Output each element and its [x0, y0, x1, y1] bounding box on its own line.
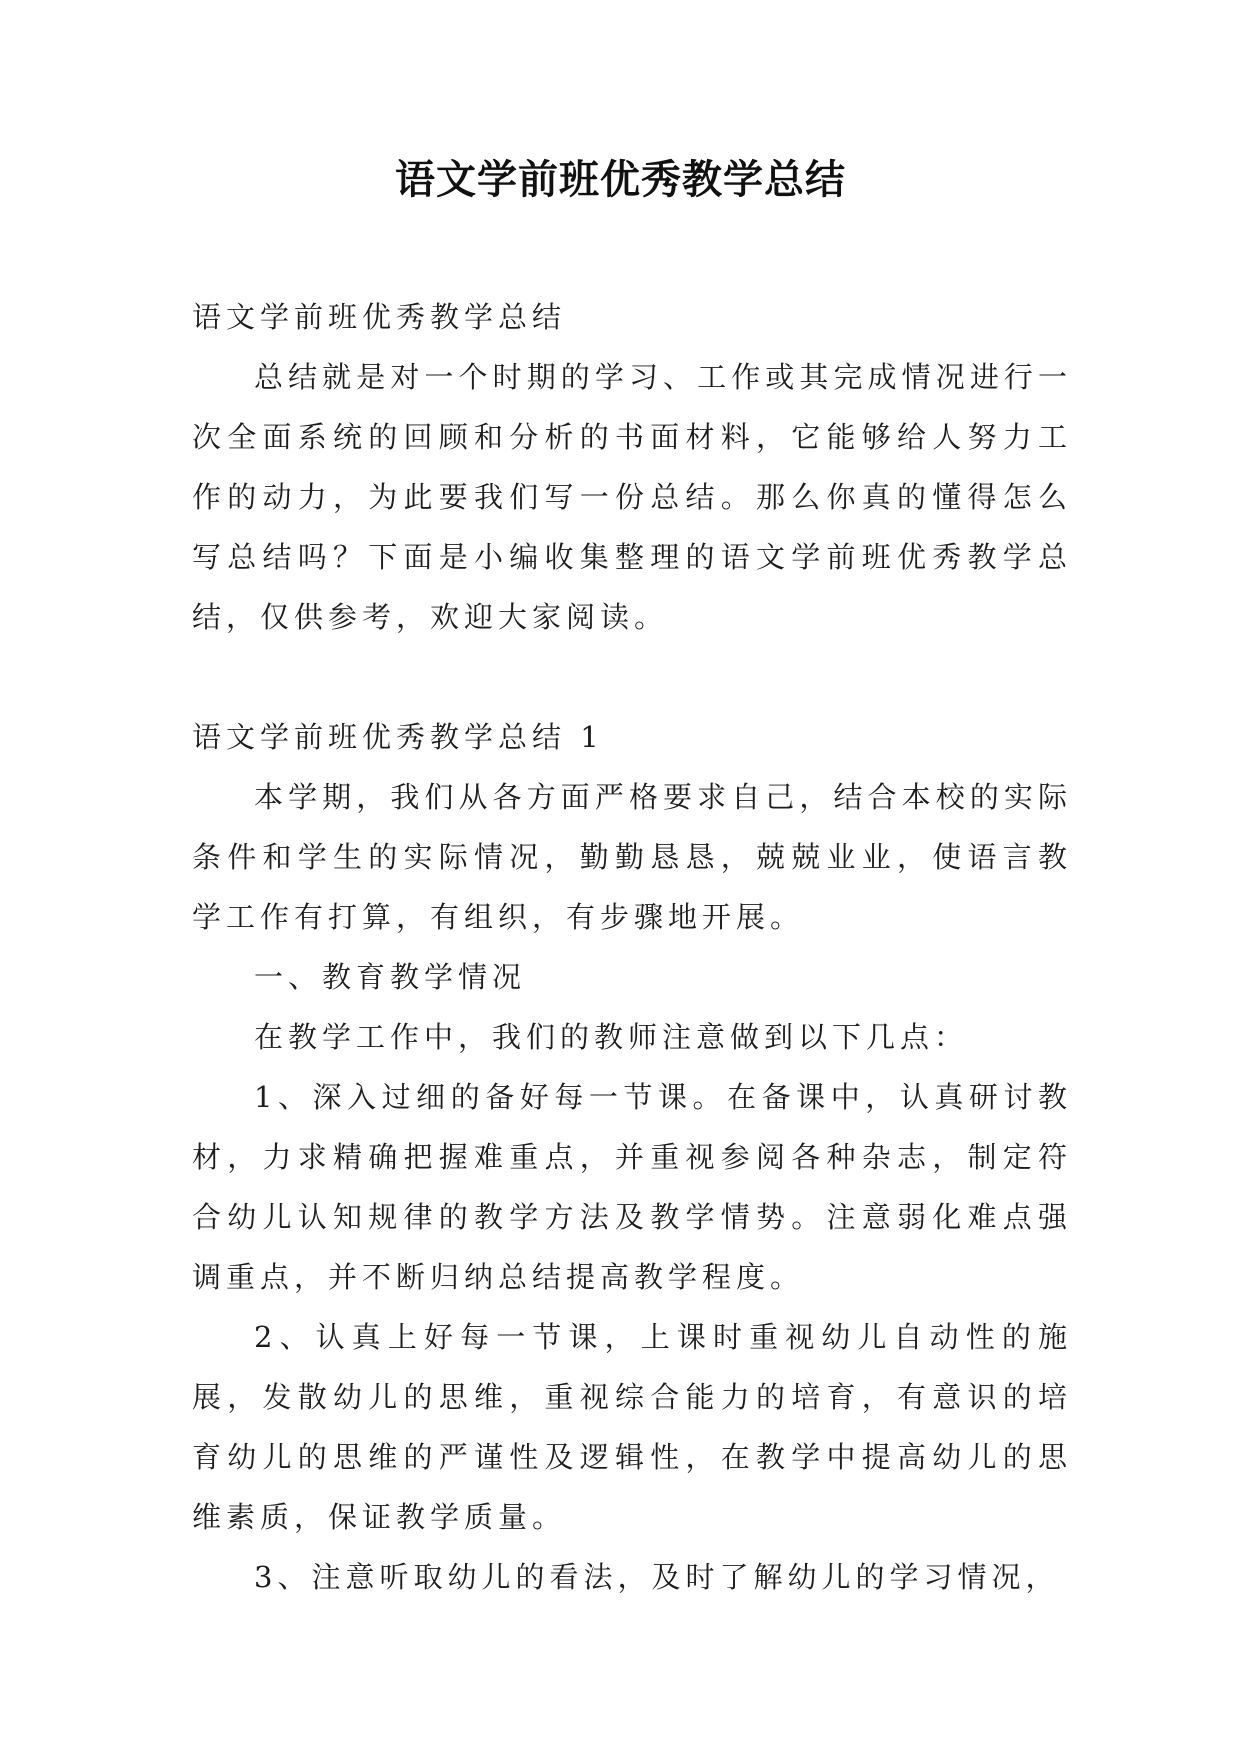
- section1-item-2: 2、认真上好每一节课，上课时重视幼儿自动性的施展，发散幼儿的思维，重视综合能力的培育，有意识的培育幼儿的思维的严谨性及逻辑性，在教学中提高幼儿的思维素质，保证教学质量。: [192, 1320, 1072, 1534]
- section1-item-1: 1、深入过细的备好每一节课。在备课中，认真研讨教材，力求精确把握难重点，并重视参阅各种杂志，制定符合幼儿认知规律的教学方法及教学情势。注意弱化难点强调重点，并不断归纳总结提高教学程度。: [192, 1080, 1072, 1294]
- section1-subheading-1: 一、教育教学情况: [254, 960, 527, 994]
- page-title: 语文学前班优秀教学总结: [395, 157, 846, 203]
- section-spacer: [192, 647, 1072, 707]
- intro-paragraph: 总结就是对一个时期的学习、工作或其完成情况进行一次全面系统的回顾和分析的书面材料，它能够给人努力工作的动力，为此要我们写一份总结。那么你真的懂得怎么写总结吗？下面是小编收集整理的语文学前班优秀教学总结，仅供参考，欢迎大家阅读。: [192, 360, 1072, 634]
- section1-paragraph-1: 本学期，我们从各方面严格要求自己，结合本校的实际条件和学生的实际情况，勤勤恳恳，兢兢业业，使语言教学工作有打算，有组织，有步骤地开展。: [192, 780, 1072, 934]
- intro-heading: 语文学前班优秀教学总结: [192, 300, 567, 334]
- section1-item-3: 3、注意听取幼儿的看法，及时了解幼儿的学习情况，: [254, 1560, 1060, 1594]
- section1-paragraph-2: 在教学工作中，我们的教师注意做到以下几点：: [254, 1020, 969, 1054]
- section1-heading: 语文学前班优秀教学总结 1: [192, 720, 604, 754]
- document-body: [192, 287, 1072, 1607]
